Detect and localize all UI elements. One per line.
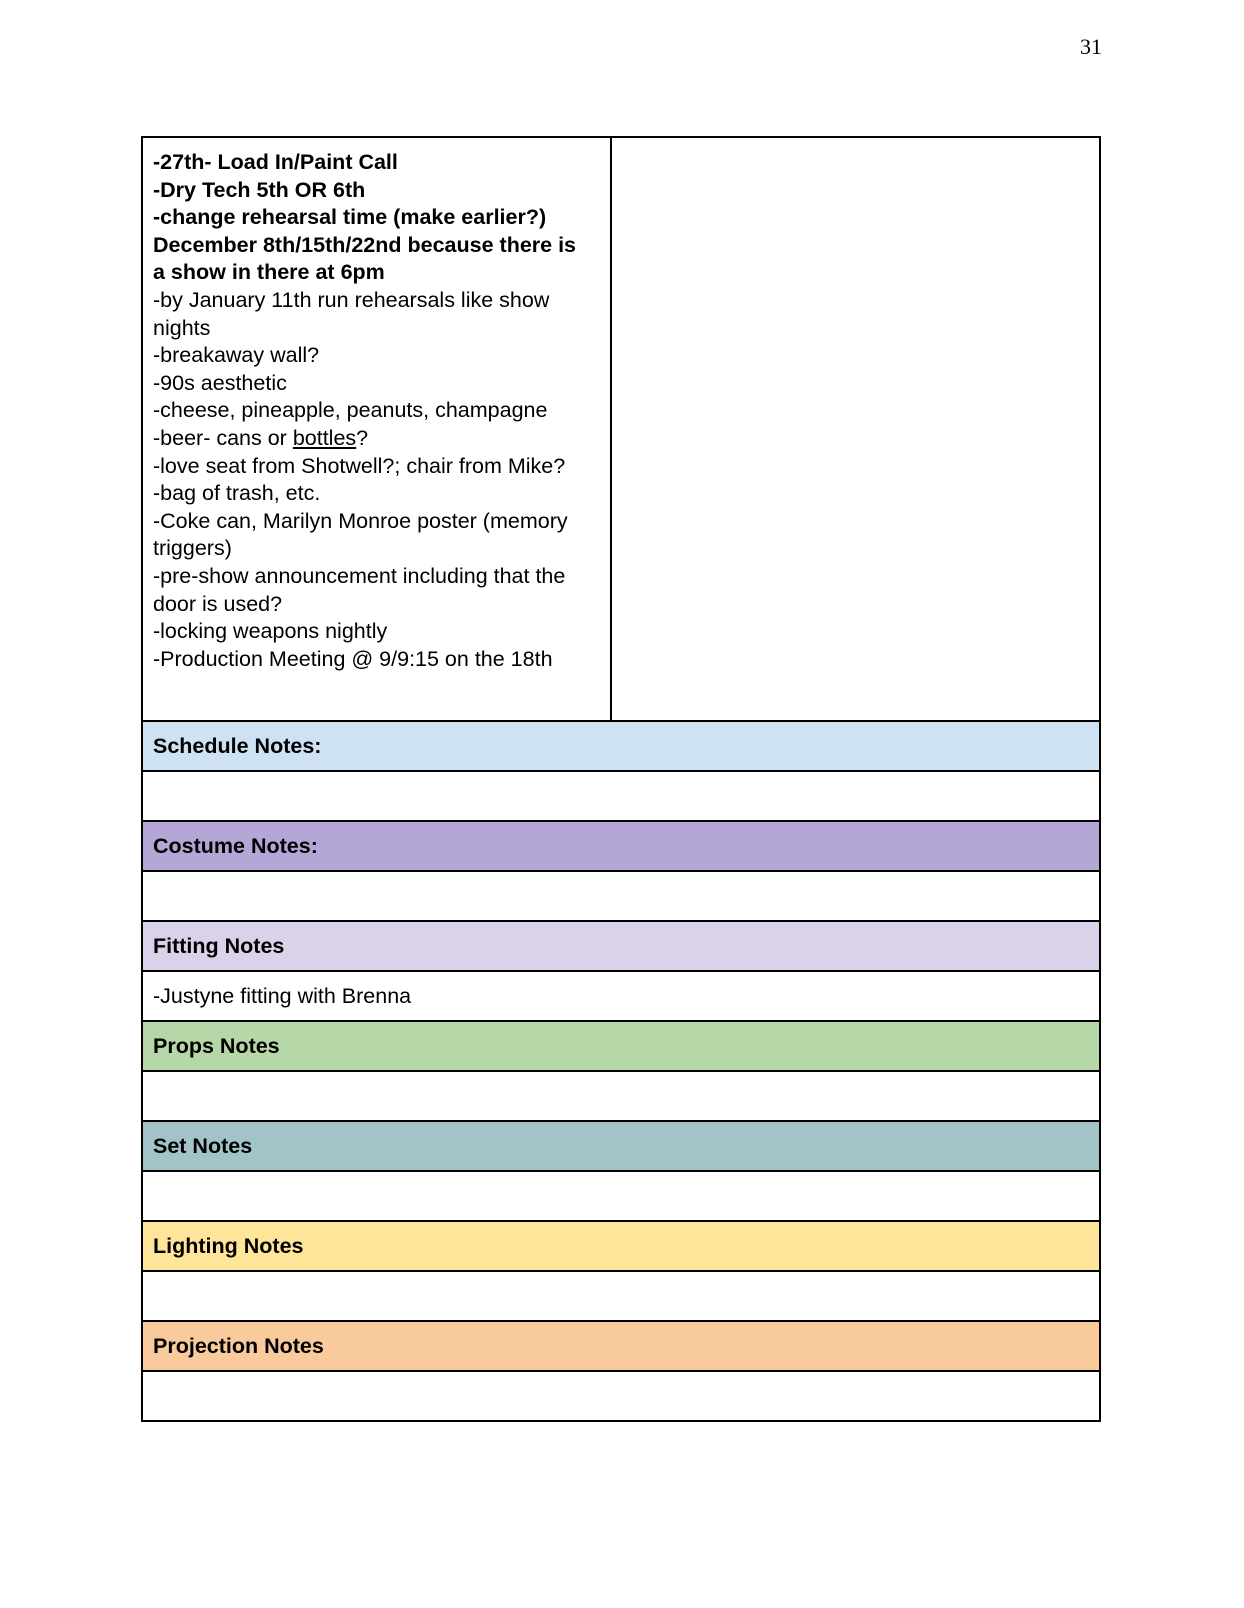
note-line: -pre-show announcement including that the bbox=[153, 563, 566, 588]
note-line-beer bbox=[153, 425, 600, 453]
sections-body bbox=[142, 721, 1100, 1421]
beer-text-after: ? bbox=[356, 425, 369, 450]
note-line: December 8th/15th/22nd because there is bbox=[153, 232, 577, 257]
costume-notes-title: Costume Notes: bbox=[142, 821, 1100, 871]
note-line: a show in there at 6pm bbox=[153, 260, 385, 285]
note-line: door is used? bbox=[153, 591, 283, 616]
lighting-notes-body bbox=[142, 1271, 1100, 1321]
costume-notes-header-row bbox=[142, 821, 1100, 871]
general-notes-empty-cell bbox=[611, 137, 1100, 721]
props-notes-header-row bbox=[142, 1021, 1100, 1071]
note-line: -Dry Tech 5th OR 6th bbox=[153, 177, 366, 202]
note-line: -breakaway wall? bbox=[153, 343, 320, 368]
note-line: -love seat from Shotwell?; chair from Mike? bbox=[153, 453, 566, 478]
fitting-notes-title: Fitting Notes bbox=[142, 921, 1100, 971]
set-notes-body-row bbox=[142, 1171, 1100, 1221]
projection-notes-header-row bbox=[142, 1321, 1100, 1371]
note-line: -90s aesthetic bbox=[153, 370, 287, 395]
schedule-notes-body bbox=[142, 771, 1100, 821]
schedule-notes-body-row bbox=[142, 771, 1100, 821]
fitting-notes-header-row bbox=[142, 921, 1100, 971]
note-line: -27th- Load In/Paint Call bbox=[153, 150, 398, 174]
note-line: -Coke can, Marilyn Monroe poster (memory bbox=[153, 508, 568, 533]
note-line: -bag of trash, etc. bbox=[153, 481, 321, 506]
schedule-notes-header-row bbox=[142, 721, 1100, 771]
props-notes-body-row bbox=[142, 1071, 1100, 1121]
note-line: -by January 11th run rehearsals like show bbox=[153, 287, 550, 312]
set-notes-body bbox=[142, 1171, 1100, 1221]
projection-notes-body bbox=[142, 1371, 1100, 1421]
lighting-notes-title: Lighting Notes bbox=[142, 1221, 1100, 1271]
note-line: -cheese, pineapple, peanuts, champagne bbox=[153, 398, 548, 423]
beer-text-before: -beer- cans or bbox=[153, 425, 293, 450]
notes-table bbox=[141, 136, 1101, 1422]
note-line: -Production Meeting @ 9/9:15 on the 18th bbox=[153, 646, 553, 671]
fitting-notes-body: -Justyne fitting with Brenna bbox=[142, 971, 1100, 1021]
bottles-underlined: bottles bbox=[292, 425, 357, 450]
note-line: nights bbox=[153, 315, 211, 340]
schedule-notes-title: Schedule Notes: bbox=[142, 721, 1100, 771]
costume-notes-body bbox=[142, 871, 1100, 921]
projection-notes-body-row bbox=[142, 1371, 1100, 1421]
set-notes-title: Set Notes bbox=[142, 1121, 1100, 1171]
general-notes-row bbox=[142, 137, 1100, 721]
note-line: -change rehearsal time (make earlier?) bbox=[153, 205, 547, 230]
page-number: 31 bbox=[1080, 34, 1102, 59]
props-notes-title: Props Notes bbox=[142, 1021, 1100, 1071]
fitting-notes-body-row bbox=[142, 971, 1100, 1021]
set-notes-header-row bbox=[142, 1121, 1100, 1171]
projection-notes-title: Projection Notes bbox=[142, 1321, 1100, 1371]
costume-notes-body-row bbox=[142, 871, 1100, 921]
note-line: triggers) bbox=[153, 536, 232, 561]
general-notes-cell bbox=[142, 137, 611, 721]
note-line: -locking weapons nightly bbox=[153, 619, 388, 644]
props-notes-body bbox=[142, 1071, 1100, 1121]
lighting-notes-body-row bbox=[142, 1271, 1100, 1321]
lighting-notes-header-row bbox=[142, 1221, 1100, 1271]
